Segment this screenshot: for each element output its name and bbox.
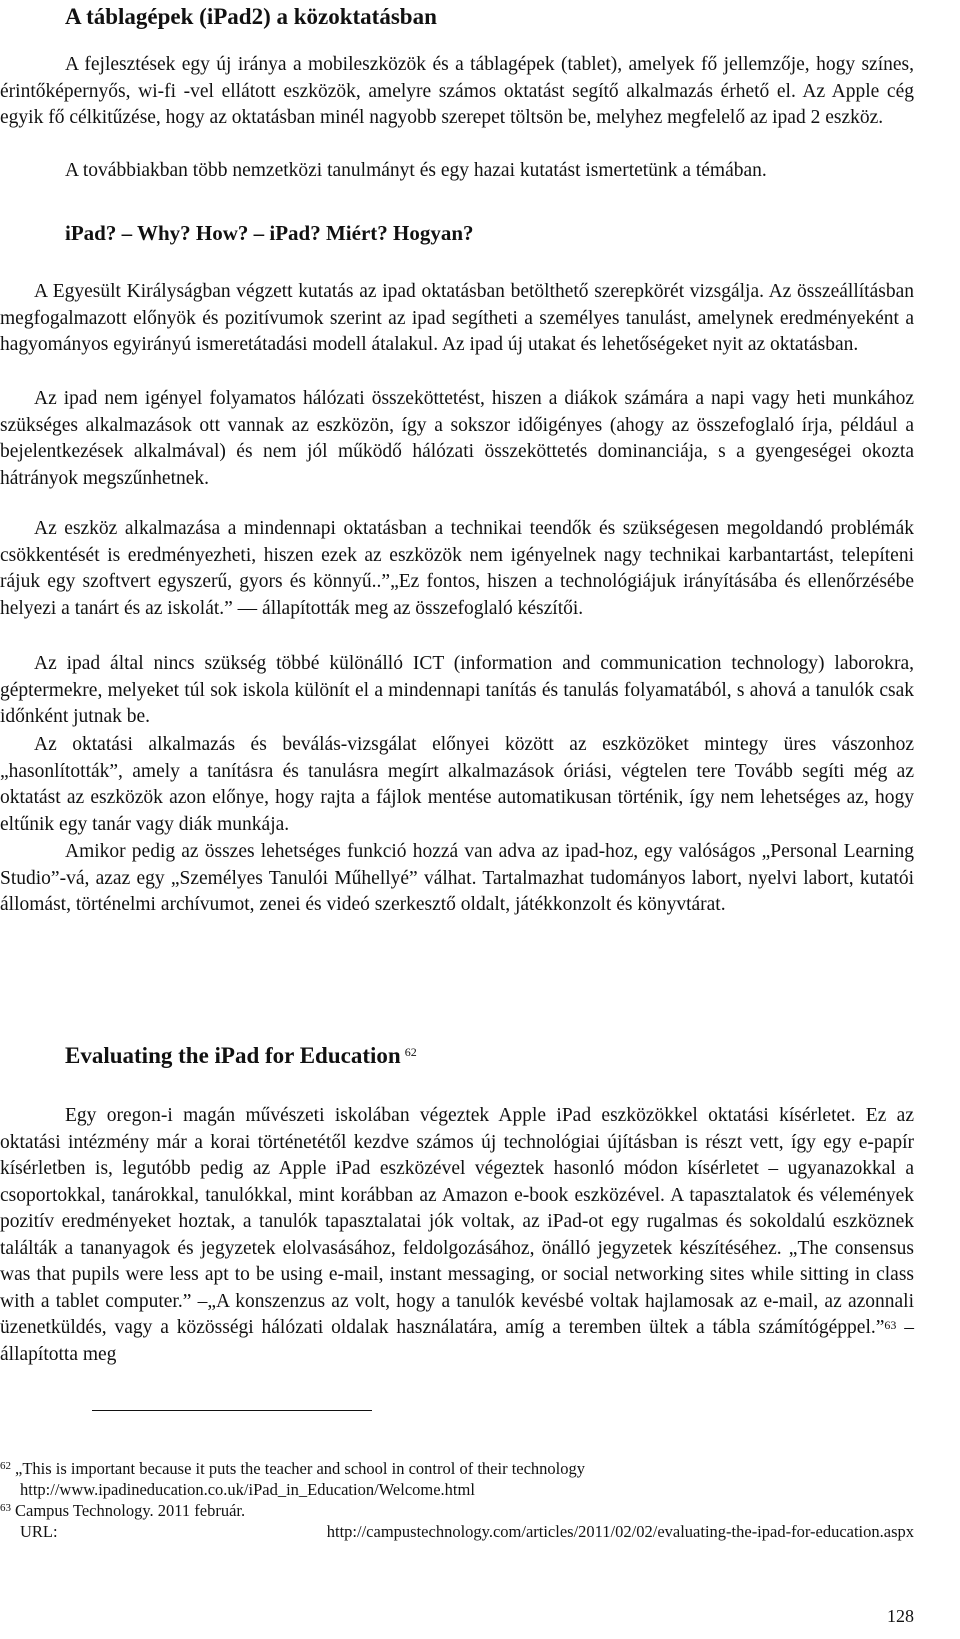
intro-paragraph: A fejlesztések egy új iránya a mobileszközök és a táblagépek (tablet), amelyek fő jellemzője, hogy színes, érintőképernyős, wi-fi -vel ellátott eszközök, amelyre számos oktatást segítő alkalmazás érhető el. Az Apple cég egyik fő célkitűzése, hogy az oktatásban minél nagyobb szerepet töltsön be, melyhez megfelelő az ipad 2 eszköz. [0,54,914,128]
footnote-62-url-line [0,1479,914,1500]
footnote-ref-62: 62 [404,1045,417,1059]
section2-heading-text: Evaluating the iPad for Education [65,1043,401,1068]
section1-paragraph: Az ipad nem igényel folyamatos hálózati összeköttetést, hiszen a diákok számára a napi vagy heti munkához szükséges alkalmazások ott vannak az eszközön, így a sokszor időigényes (ahogy az összefoglaló írja, például a bejelentkezések alkalmával) és nem jól működő hálózati összeköttetés dominanciája, s a gyengeségei okozta hátrányok megszűnhetnek. [0,388,914,489]
footnote-separator [92,1410,372,1411]
footnote-number: 62 [0,1460,11,1472]
page-number: 128 [887,1606,914,1626]
footnote-ref-63: 63 [884,1318,897,1332]
footnote-62 [0,1458,914,1479]
section1-paragraph: Amikor pedig az összes lehetséges funkció hozzá van adva az ipad-hoz, egy valóságos „Personal Learning Studio”-vá, azaz egy „Személyes Tanulói Műhellyé” válhat. Tartalmazhat tudományos labort, nyelvi labort, kutatói állomást, történelmi archívumot, zenei és videó szerkesztő oldalt, játékkonzolt és könyvtárat. [0,841,914,915]
section2-heading [65,1043,417,1069]
section1-paragraph: Az oktatási alkalmazás és beválás-vizsgálat előnyei között az eszközöket mintegy üres vászonhoz „hasonlították”, amely a tanításra és tanulásra megírt alkalmazások óriási, végtelen tere Tovább segíti még az oktatást az eszközök azon előnye, hogy rajta a fájlok mentése automatikusan történik, így nem lehetséges az, hogy eltűnik egy tanár vagy diák munkája. [0,734,914,835]
page-title: A táblagépek (iPad2) a közoktatásban [65,4,437,29]
footnote-url[interactable]: http://campustechnology.com/articles/2011/02/02/evaluating-the-ipad-for-education.aspx [326,1522,914,1541]
footnote-url-label: URL: [20,1522,58,1541]
section1-paragraph: Az eszköz alkalmazása a mindennapi oktatásban a technikai teendők és szükségesen megoldandó problémák csökkentését is eredményezheti, hiszen ezek az eszközök nem igényelnek nagy technikai karbantartást, telepíteni rájuk egy szoftvert egyszerű, gyors és könnyű..”„Ez fontos, hiszen a technológiájuk irányításába és ellenőrzésébe helyezi a tanárt és az iskolát.” –– állapították meg az összefoglaló készítői. [0,518,914,619]
section2-text: Egy oregon-i magán művészeti iskolában végeztek Apple iPad eszközökkel oktatási kísérletet. Ez az oktatási intézmény már a korai történetétől kezdve számos új technológiai újításban is részt vett, így egy e-papír kísérletben is, legutóbb pedig az Apple iPad eszközével végeztek hasonló módon kísérletet – ugyanazokkal a csoportokkal, tanárokkal, tanulókkal, mint korábban az Amazon e-book eszközével. A tapasztalatok és vélemények pozitív eredményeket hoztak, a tanulók tapasztalatai jók voltak, az iPad-ot egy rugalmas és sokoldalú eszköznek találták a tananyagok és jegyzetek elolvasásához, feldolgozásához, önálló jegyzetek készítéséhez. „The consensus was that pupils were less apt to be using e-mail, instant messaging, or social networking sites while sitting in class with a tablet computer.” –„A konszenzus az volt, hogy a tanulók kevésbé voltak hajlamosak az e-mail, az azonnali üzenetküldés, vagy a közösségi hálózati oldalak használatára, amíg a teremben ültek a tábla számítógéppel.” [0,1105,914,1338]
footnote-63 [0,1500,914,1521]
footnote-text: „This is important because it puts the teacher and school in control of their technology [15,1459,586,1478]
section2-paragraph [0,1103,914,1368]
footnote-63-url-row [20,1521,914,1542]
footnote-url[interactable]: http://www.ipadineducation.co.uk/iPad_in_Education/Welcome.html [20,1480,475,1499]
section1-paragraph: A Egyesült Királyságban végzett kutatás az ipad oktatásban betölthető szerepkörét vizsgálja. Az összeállításban megfogalmazott előnyök és pozitívumok szerint az ipad segítheti a személyes tanulást, amelynek eredményeként a hagyományos egyirányú ismeretátadási modell átalakul. Az ipad új utakat és lehetőségeket nyit az oktatásban. [0,281,914,355]
section1-paragraph: Az ipad által nincs szükség többé különálló ICT (information and communication technology) laborokra, géptermekre, melyeket túl sok iskola különít el a mindennapi tanítás és tanulás folyamatából, s ahová a tanulók csak időnként jutnak be. [0,653,914,727]
section-subheading: iPad? – Why? How? – iPad? Miért? Hogyan? [65,221,474,245]
intro-paragraph-2: A továbbiakban több nemzetközi tanulmányt és egy hazai kutatást ismertetünk a témában. [65,160,767,181]
footnote-text: Campus Technology. 2011 február. [15,1501,246,1520]
footnote-number: 63 [0,1502,11,1514]
section2-tail: – állapította meg [0,1317,914,1365]
